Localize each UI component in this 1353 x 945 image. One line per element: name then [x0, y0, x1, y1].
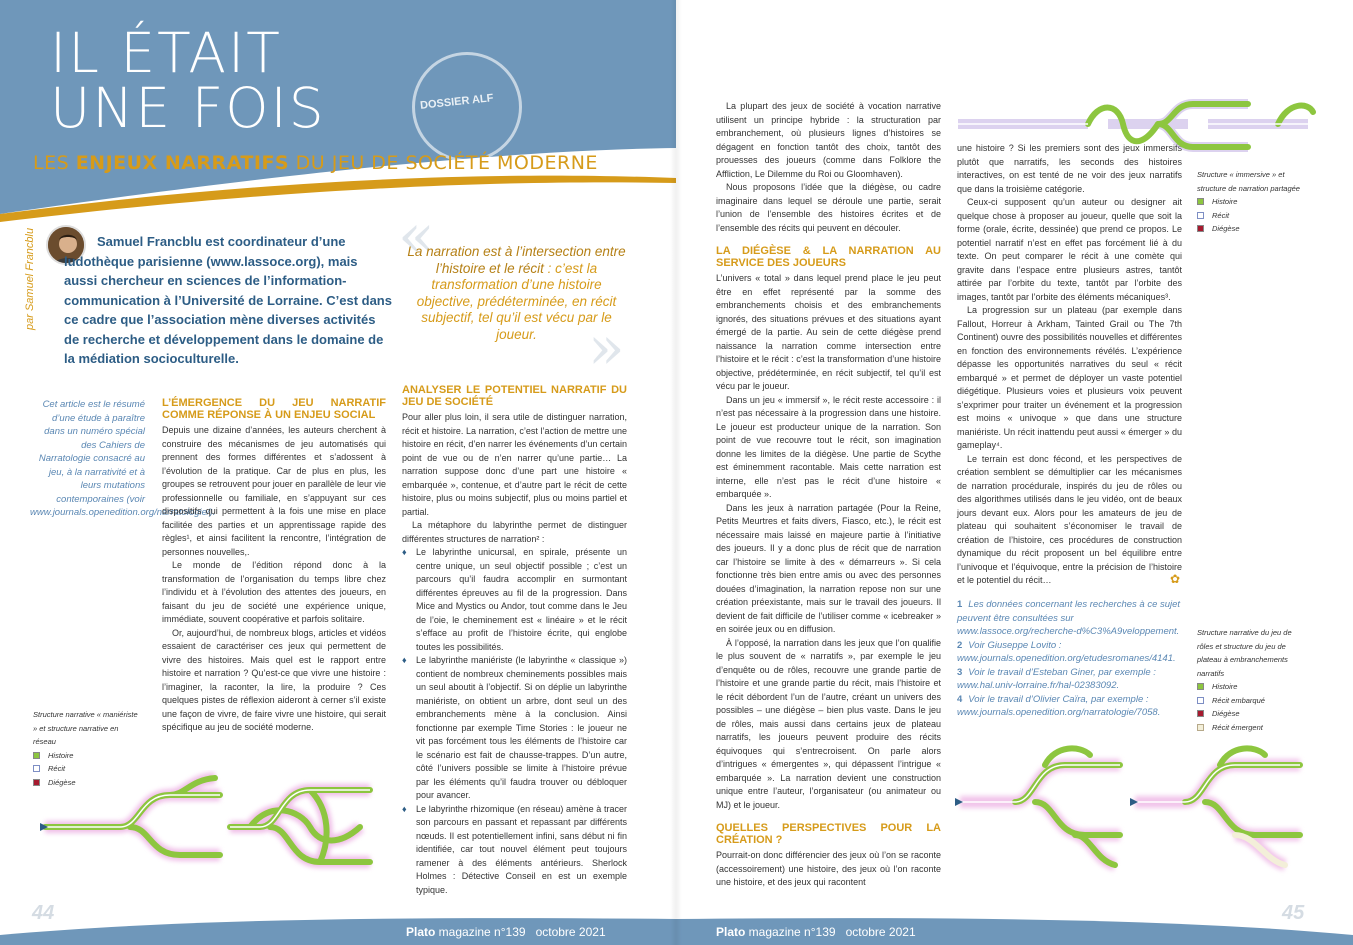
author-bio: Samuel Francblu est coordinateur d’une ludothèque parisienne (www.lassoce.org), mais aussi chercheur en sciences de l’information-communication à l’Université de Lorraine. C’est dans ce cadre que l’association mène diverses activités de recherche et développement dans le domaine de la médiation socioculturelle.	[64, 234, 392, 366]
footer-date: octobre 2021	[535, 925, 606, 939]
paragraph: La progression sur un plateau (par exemple dans Fallout, Horreur à Arkham, Tainted Grail ou The 7th Continent) ouvre des possibilités nouvelles et différentes en fonction des environnements révélés. L’expérience dépasse les opportunités narratives du seul « récit embarqué » et permet de déployer un vaste potentiel diégétique. Plusieurs voies et plusieurs voix peuvent s’exprimer pour traiter un événement et la progression est moins « univoque » que dans une structure maniériste. Un récit inattendu peut aussi « émerger » du gameplay⁴.	[957, 305, 1182, 450]
legend-item-recit	[1197, 209, 1307, 223]
paragraph: La plupart des jeux de société à vocation narrative utilisent un principe hybride : la structuration par embranchement, où plusieurs lignes d’histoires se dégagent en fonction tantôt des choix, tantôt des prouesses des joueurs (comme dans Folklore the Affliction, Le Dilemme du Roi ou Gloomhaven).	[716, 101, 941, 179]
footnote-text: Voir le travail d’Olivier Caïra, par exemple : www.journals.openedition.org/narratologie/7058.	[957, 693, 1161, 718]
footer-left	[406, 925, 606, 939]
section-heading-emergence: L’ÉMERGENCE DU JEU NARRATIF COMME RÉPONSE À UN ENJEU SOCIAL	[162, 397, 386, 421]
legend-label: Histoire	[1212, 682, 1238, 691]
right-top-legend	[1197, 168, 1307, 236]
list-item: ♦ Le labyrinthe unicursal, en spirale, présente un centre unique, un seul objectif possible ; c’est un parcours qu’il faudra accomplir en surmontant différentes épreuves au fil de la progression. Dans Mice and Mystics ou Andor, tout comme dans le Jeu de l’oie, le cheminement est « linéaire » et le récit s’efface au profit de l’histoire écrite, qui englobe toutes les possibilités.	[402, 546, 627, 654]
swatch-histoire	[33, 752, 40, 759]
paragraph: Nous proposons l’idée que la diégèse, ou cadre imaginaire dans lequel se déroule une partie, serait l’union de l’ensemble des histoires écrites et de l’ensemble des récits qui peuvent en découler.	[716, 182, 941, 233]
legend-label: Histoire	[48, 750, 74, 760]
swatch-recit-emergent	[1197, 724, 1204, 731]
swatch-histoire	[1197, 198, 1204, 205]
right-column-2	[957, 142, 1182, 588]
footer-brand: Plato	[716, 925, 746, 939]
list-item: ♦ Le labyrinthe maniériste (le labyrinthe « classique ») contient de nombreux cheminements possibles mais un seul aboutit à l’objectif. Si on déplie un labyrinthe maniériste, on obtient un arbre, dont seul un des embranchements mène à la conclusion. Ainsi fonctionne par exemple Time Stories : le joueur ne vit pas forcément tous les éléments de l’histoire car le scénario est fait de chausse-trappes. D’un autre, côté l’univers possible se limite à l’histoire prévue par les éléments qu’il faudra trouver ou débloquer pour avancer.	[402, 654, 627, 803]
footnote-number: 1	[957, 599, 963, 610]
structure-diagram-top-right	[958, 92, 1328, 162]
paragraph: Le terrain est donc fécond, et les perspectives de création semblent se démultiplier car les mécanismes de narration procédurale, inspirés du jeu de rôles ou des algorithmes utilisés dans le jeu vidéo, ont de beaux jours devant eux. Alors pour les amateurs de jeu de plateau qui souhaitent s’économiser le travail de création de l’histoire, ces procédures de construction dynamique du récit proposent un bel équilibre entre l’univoque et l’équivoque, entre la précision de l’histoire et le potentiel du récit…	[957, 453, 1182, 585]
subtitle-post: DU JEU DE SOCIÉTÉ MODERNE	[289, 152, 598, 174]
footnote	[957, 639, 1182, 666]
footnote	[957, 598, 1182, 639]
legend-item-diegese	[1197, 707, 1307, 721]
end-mark-icon: ✿	[1170, 572, 1181, 586]
legend-label: Histoire	[1212, 197, 1238, 206]
footnote-number: 4	[957, 693, 963, 705]
side-note: Cet article est le résumé d’une étude à paraître dans un numéro spécial des Cahiers de Narratologie consacré au jeu, à la narrativité et à leurs mutations contemporaines (voir www.journals.openedition.org/narratologie/).	[30, 399, 216, 518]
section-heading-diegese: LA DIÉGÈSE & LA NARRATION AU SERVICE DES JOUEURS	[716, 245, 941, 269]
paragraph: Or, aujourd’hui, de nombreux blogs, articles et vidéos essaient de caractériser ces jeux qui permettent de vivre des histoires. Mais quel est le rapport entre histoire et narration ? Qu’est-ce que vivre une histoire : l’imaginer, la raconter, la lire, la produire ? Ces quelques pistes de réflexion aideront à cerner s’il existe une façon de vivre, de faire vivre une histoire, qui serait spécifique au jeu de société moderne.	[162, 627, 386, 732]
paragraph: La métaphore du labyrinthe permet de distinguer différentes structures de narration² :	[402, 520, 627, 544]
footnote-number: 2	[957, 639, 963, 651]
structure-diagram-left	[40, 770, 390, 880]
left-column-2	[402, 384, 627, 897]
title-line-1: IL ÉTAIT	[50, 21, 282, 85]
paragraph: une histoire ? Si les premiers sont des jeux immersifs plutôt que narratifs, les seconds des histoires interactives, on est tenté de ne voir des jeux narratifs que dans la troisième catégorie.	[957, 143, 1182, 194]
gutter	[670, 0, 682, 945]
labyrinth-list	[402, 546, 627, 897]
paragraph: Pour aller plus loin, il sera utile de distinguer narration, récit et histoire. La narration, c’est l’action de mettre une histoire en récit, d’en narrer les événements d’un certain point de vue ou de n’en narrer qu’une partie… La narration suppose donc d’une part une histoire « embarquée », contenue, et d’autre part le récit de cette histoire, plus ou moins subjectif, plus ou moins partiel et partial.	[402, 412, 627, 517]
legend-label: Diégèse	[48, 777, 76, 787]
footnote-number: 3	[957, 666, 963, 678]
section-heading-analyser: ANALYSER LE POTENTIEL NARRATIF DU JEU DE SOCIÉTÉ	[402, 384, 627, 408]
legend-item-diegese	[1197, 222, 1307, 236]
legend-item-histoire	[1197, 195, 1307, 209]
page-number-right: 45	[1282, 902, 1305, 924]
paragraph: À l’opposé, la narration dans les jeux que l’on qualifie le plus souvent de « narratifs », par exemple le jeu d’enquête ou de rôles, recouvre une grande partie de l’histoire et une grande partie du récit, mais l’histoire et le récit débordent l’un de l’autre, créant un univers des possibles – une diégèse – bien plus vaste. Dans le jeu de rôles, mais aussi dans certains jeux de plateau narratifs, les joueurs peuvent produire des récits équivoques qui s’entrecroisent. On parle alors d’intrigues « émergentes », qui dépassent l’intrigue « embarquée ». La narration devient une construction unique entre l’auteur, l’organisateur (ou animateur ou MJ) et le joueur.	[716, 637, 941, 810]
page-number-left: 44	[32, 902, 55, 924]
footer-issue: magazine n°139	[435, 925, 526, 939]
right-column-1	[716, 100, 941, 890]
footnote	[957, 666, 1182, 693]
paragraph: Depuis une dizaine d’années, les auteurs cherchent à construire des mécanismes de jeu automatisés qui prennent des formes différentes et s’adossent à l’évolution de la pratique. Car de plus en plus, les groupes se retrouvent pour jouer en parallèle de leur vie professionnelle ou familiale, en s’appuyant sur ces dispositifs qui permettent à la fois une mise en place facilitée des parties et un apprentissage rapide des règles¹, et ainsi facilitent la rencontre, l’intégration de personnes nouvelles,.	[162, 425, 386, 557]
paragraph: Ceux-ci supposent qu’un auteur ou designer ait quelque chose à proposer au joueur, quelle que soit la forme (orale, écrite, dessinée) que prend ce propos. Le potentiel narratif n’est en effet pas forcément lié à du texte. On peut comparer le récit à une comète qui gravite dans l’espace entre plusieurs astres, tantôt attirée par l’orbite du texte, tantôt par l’orbite des images, tantôt par l’orbite des éléments mécaniques³.	[957, 197, 1182, 302]
legend-item-histoire	[33, 749, 138, 763]
legend-label: Récit	[48, 764, 66, 773]
title-line-2: UNE FOIS	[50, 76, 326, 140]
footnote-text: Voir le travail d’Esteban Giner, par exemple : www.hal.univ-lorraine.fr/hal-02383092.	[957, 666, 1156, 691]
footer-brand: Plato	[406, 925, 436, 939]
legend-label: Récit émergent	[1212, 722, 1263, 732]
footer-date: octobre 2021	[845, 925, 916, 939]
footnote	[957, 693, 1182, 720]
legend-label: Récit	[1212, 210, 1230, 220]
legend-label: Récit embarqué	[1212, 695, 1265, 705]
legend-item-recit-embarque	[1197, 694, 1307, 708]
footer-right	[716, 925, 916, 939]
legend-item-recit-emergent	[1197, 721, 1307, 735]
article-subtitle	[33, 152, 598, 174]
paragraph: L’univers « total » dans lequel prend place le jeu peut être en effet représenté par la somme des embranchements choisis et des embranchements ignorés, des situations prévues et des situations ayant émergé de la partie. Au sein de cette diégèse prend naissance la narration comme intersection entre l’histoire et le récit : c’est la transformation d’une histoire objective, prédéterminée, en récit subjectif, tel qu’il est vécu par le joueur.	[716, 273, 941, 391]
quote-part-2: : c’est la transformation d’une histoire objective, prédéterminée, en récit subjectif, tel qu’il est vécu par le joueur.	[416, 260, 617, 342]
paragraph: Dans les jeux à narration partagée (Pour la Reine, Petits Meurtres et faits divers, Fiasco, etc.), le récit est nécessaire mais laissé en majeure partie à l’initiative des joueurs. Il y a donc plus de récit que de narration car l’histoire se limite à des « démarreurs ». Si cela fonctionne très bien entre amis ou avec des personnes douées d’imagination, la narration repose non sur une création préexistante, mais sur le travail des joueurs. Il devient de fait difficile de l’utiliser comme « icebreaker » en soirée jeux ou en diffusion.	[716, 502, 941, 634]
legend-caption: Structure narrative « maniériste » et structure narrative en réseau	[33, 710, 138, 746]
subtitle-bold: ENJEUX NARRATIFS	[75, 152, 290, 174]
legend-caption: Structure « immersive » et structure de narration partagée	[1197, 170, 1300, 193]
swatch-histoire	[1197, 683, 1204, 690]
swatch-recit	[33, 765, 40, 772]
swatch-recit	[1197, 212, 1204, 219]
dossier-label: DOSSIER ALF	[419, 92, 494, 112]
quote-open-mark: «	[398, 201, 435, 271]
swatch-diegese	[33, 779, 40, 786]
footnote-text: Les données concernant les recherches à ce sujet peuvent être consultées sur www.lassoce.org/recherche-d%C3%A9veloppement.	[957, 599, 1181, 637]
author-byline: par Samuel Francblu	[24, 227, 36, 330]
quote-close-mark: »	[588, 313, 625, 383]
subtitle-pre: LES	[33, 152, 76, 174]
footnote-text: Voir Giuseppe Lovito : www.journals.openedition.org/etudesromanes/4141.	[957, 639, 1176, 664]
paragraph: Le monde de l’édition répond donc à la transformation de l’organisation du temps libre chez l’individu et à l’évolution des attentes des joueurs, en faisant du jeu de société une expérience unique, immédiate, souvent coopérative et parfois solitaire.	[162, 560, 386, 624]
right-top-strip	[676, 0, 1353, 10]
swatch-diegese	[1197, 710, 1204, 717]
structure-diagram-bottom-right	[955, 740, 1315, 880]
paragraph: Dans un jeu « immersif », le récit reste accessoire : il n’est pas nécessaire à la progression dans une histoire. Le joueur est producteur unique de la narration. Son point de vue recouvre tout le récit, son imagination donne les limites de la diégèse. Une partie de Scythe est éminemment racontable. Mais cette narration est interne, elle n’est pas le récit d’une histoire « embarquée ».	[716, 394, 941, 499]
paragraph: Pourrait-on donc différencier des jeux où l’on se raconte (accessoirement) une histoire, des jeux où l’on raconte une histoire, et des jeux qui racontent	[716, 850, 941, 887]
left-column-1	[162, 397, 386, 735]
swatch-diegese	[1197, 225, 1204, 232]
footnotes	[957, 598, 1182, 720]
legend-item-histoire	[1197, 680, 1307, 694]
quote-part-1: La narration est à l’intersection entre l’histoire et le récit	[407, 244, 626, 276]
legend-caption: Structure narrative du jeu de rôles et structure du jeu de plateau à embranchements narratifs	[1197, 628, 1292, 678]
legend-label: Diégèse	[1212, 709, 1240, 718]
section-heading-perspectives: QUELLES PERSPECTIVES POUR LA CRÉATION ?	[716, 822, 941, 846]
legend-label: Diégèse	[1212, 224, 1240, 233]
footer-issue: magazine n°139	[745, 925, 836, 939]
article-title	[50, 21, 326, 140]
right-bottom-legend	[1197, 626, 1307, 734]
list-item: ♦ Le labyrinthe rhizomique (en réseau) amène à tracer son parcours en passant et repassant par différents nœuds. Il est potentiellement infini, sans début ni fin identifiée, car tout nouvel élément peut toujours ramener à des éléments antérieurs. Sherlock Holmes : Détective Conseil en est un exemple typique.	[402, 803, 627, 898]
swatch-recit-embarque	[1197, 697, 1204, 704]
